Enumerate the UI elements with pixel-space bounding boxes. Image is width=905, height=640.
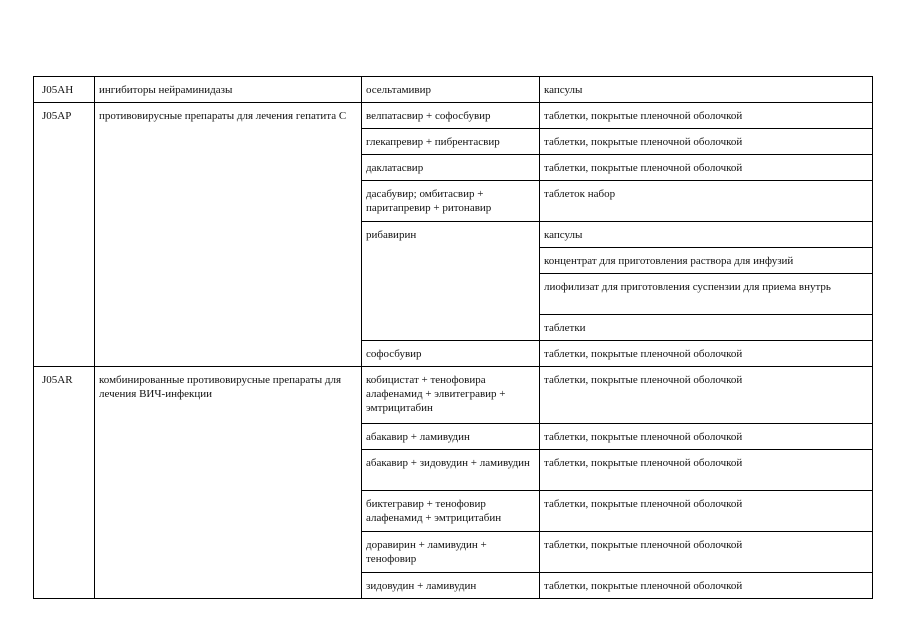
table-row bbox=[34, 103, 873, 129]
drug-cell: абакавир + зидовудин + ламивудин bbox=[362, 450, 540, 491]
drug-cell: рибавирин bbox=[362, 222, 540, 341]
form-cell: таблетки, покрытые пленочной оболочкой bbox=[540, 155, 873, 181]
form-cell: лиофилизат для приготовления суспензии для приема внутрь bbox=[540, 274, 873, 315]
form-cell: капсулы bbox=[540, 222, 873, 248]
drug-cell: абакавир + ламивудин bbox=[362, 424, 540, 450]
drug-cell: осельтамивир bbox=[362, 77, 540, 103]
atc-code-cell: J05AR bbox=[34, 367, 95, 599]
drug-cell: даклатасвир bbox=[362, 155, 540, 181]
drug-cell: зидовудин + ламивудин bbox=[362, 573, 540, 599]
form-cell: таблетки, покрытые пленочной оболочкой bbox=[540, 491, 873, 532]
form-cell: капсулы bbox=[540, 77, 873, 103]
drug-cell: доравирин + ламивудин + тенофовир bbox=[362, 532, 540, 573]
form-cell: таблетки, покрытые пленочной оболочкой bbox=[540, 573, 873, 599]
atc-code-cell: J05AH bbox=[34, 77, 95, 103]
drug-cell: биктегравир + тенофовир алафенамид + эмтрицитабин bbox=[362, 491, 540, 532]
group-cell: противовирусные препараты для лечения гепатита С bbox=[95, 103, 362, 367]
drug-cell: софосбувир bbox=[362, 341, 540, 367]
atc-code-cell: J05AP bbox=[34, 103, 95, 367]
form-cell: таблетки, покрытые пленочной оболочкой bbox=[540, 424, 873, 450]
group-cell: ингибиторы нейраминидазы bbox=[95, 77, 362, 103]
table-row bbox=[34, 77, 873, 103]
group-cell: комбинированные противовирусные препараты для лечения ВИЧ-инфекции bbox=[95, 367, 362, 599]
form-cell: таблетки, покрытые пленочной оболочкой bbox=[540, 450, 873, 491]
form-cell: таблетки, покрытые пленочной оболочкой bbox=[540, 341, 873, 367]
drug-cell: дасабувир; омбитасвир + паритапревир + ритонавир bbox=[362, 181, 540, 222]
drug-cell: глекапревир + пибрентасвир bbox=[362, 129, 540, 155]
form-cell: таблеток набор bbox=[540, 181, 873, 222]
table-row bbox=[34, 367, 873, 424]
form-cell: таблетки, покрытые пленочной оболочкой bbox=[540, 103, 873, 129]
form-cell: концентрат для приготовления раствора для инфузий bbox=[540, 248, 873, 274]
drug-cell: велпатасвир + софосбувир bbox=[362, 103, 540, 129]
form-cell: таблетки bbox=[540, 315, 873, 341]
form-cell: таблетки, покрытые пленочной оболочкой bbox=[540, 532, 873, 573]
drug-cell: кобицистат + тенофовира алафенамид + элвитегравир + эмтрицитабин bbox=[362, 367, 540, 424]
form-cell: таблетки, покрытые пленочной оболочкой bbox=[540, 129, 873, 155]
drug-table bbox=[33, 76, 873, 599]
form-cell: таблетки, покрытые пленочной оболочкой bbox=[540, 367, 873, 424]
